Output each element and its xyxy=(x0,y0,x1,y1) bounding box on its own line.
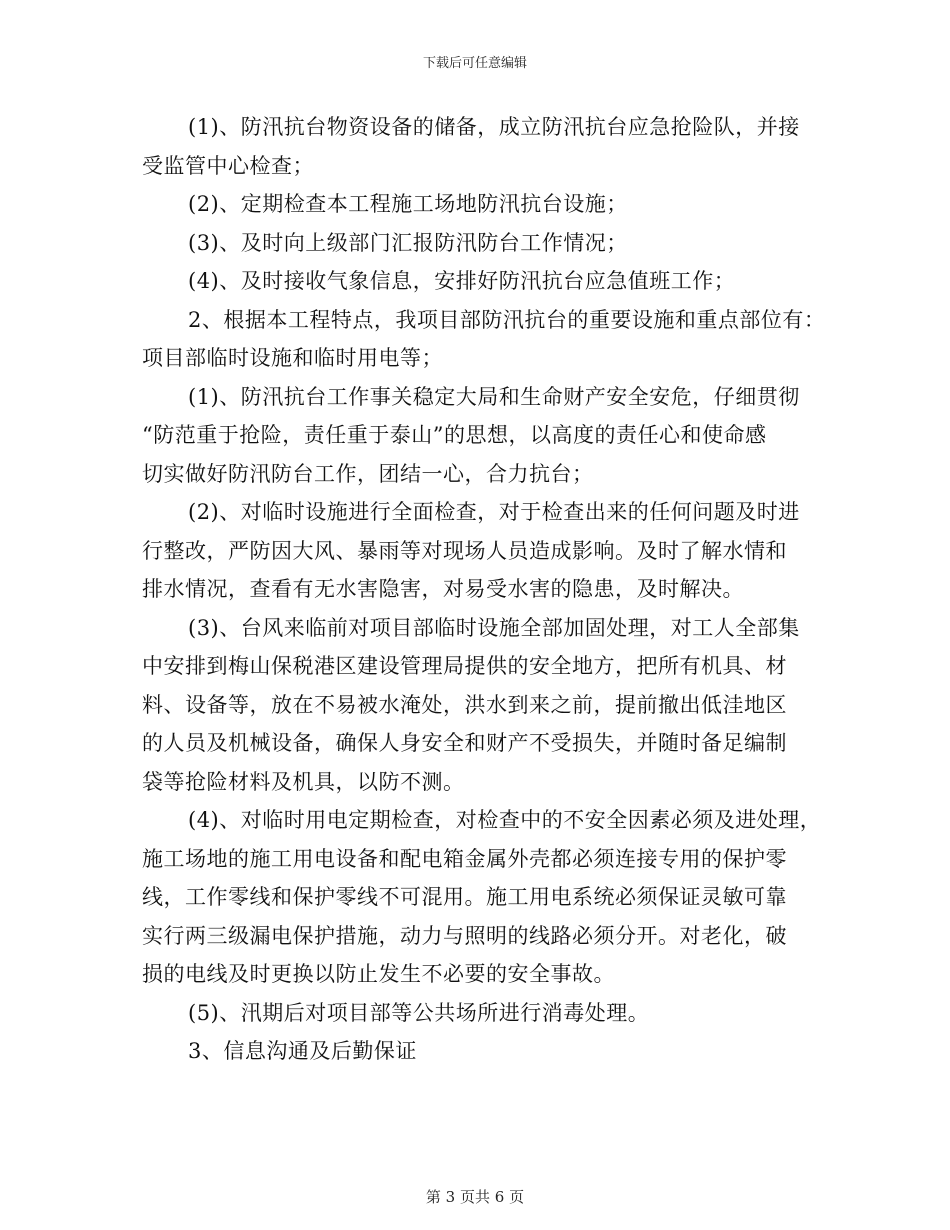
text-line: (4)、及时接收气象信息，安排好防汛抗台应急值班工作； xyxy=(188,269,736,293)
page-header: 下载后可任意编辑 xyxy=(422,56,527,71)
text-line: 损的电线及时更换以防止发生不必要的安全事故。 xyxy=(142,962,615,986)
text-line: (1)、防汛抗台工作事关稳定大局和生命财产安全安危，仔细贯彻 xyxy=(188,384,800,409)
text-line: 项目部临时设施和临时用电等； xyxy=(142,346,443,370)
text-line: 的人员及机械设备，确保人身安全和财产不受损失，并随时备足编制 xyxy=(142,731,787,755)
text-line: (5)、汛期后对项目部等公共场所进行消毒处理。 xyxy=(188,1000,650,1025)
text-line: “防范重于抢险，责任重于泰山”的思想，以高度的责任心和使命感 xyxy=(142,423,767,447)
text-line: 受监管中心检查； xyxy=(142,153,314,178)
text-line: 袋等抢险材料及机具，以防不测。 xyxy=(142,769,465,794)
text-line: 行整改，严防因大风、暴雨等对现场人员造成影响。及时了解水情和 xyxy=(142,538,787,563)
document-body xyxy=(140,108,830,1071)
text-line: (4)、对临时用电定期检查，对检查中的不安全因素必须及进处理， xyxy=(188,808,822,832)
text-line: (2)、对临时设施进行全面检查，对于检查出来的任何问题及时进 xyxy=(188,500,800,524)
text-line: (2)、定期检查本工程施工场地防汛抗台设施； xyxy=(188,192,628,216)
text-line: (1)、防汛抗台物资设备的储备，成立防汛抗台应急抢险队，并接 xyxy=(188,115,800,139)
text-line: (3)、及时向上级部门汇报防汛防台工作情况； xyxy=(188,230,628,255)
page-footer: 第 3 页共 6 页 xyxy=(425,1188,525,1206)
text-line: 施工场地的施工用电设备和配电箱金属外壳都必须连接专用的保护零 xyxy=(142,846,787,871)
text-line: (3)、台风来临前对项目部临时设施全部加固处理，对工人全部集 xyxy=(188,615,800,640)
text-line: 排水情况，查看有无水害隐害，对易受水害的隐患，及时解决。 xyxy=(142,577,744,601)
text-line: 中安排到梅山保税港区建设管理局提供的安全地方，把所有机具、材 xyxy=(142,654,787,678)
text-line: 3、信息沟通及后勤保证 xyxy=(188,1039,417,1063)
text-line: 实行两三级漏电保护措施，动力与照明的线路必须分开。对老化，破 xyxy=(142,923,787,948)
text-line: 2、根据本工程特点，我项目部防汛抗台的重要设施和重点部位有： xyxy=(188,307,826,332)
text-line: 料、设备等，放在不易被水淹处，洪水到来之前，提前撤出低洼地区 xyxy=(142,692,787,717)
text-line: 切实做好防汛防台工作，团结一心，合力抗台； xyxy=(142,461,594,486)
text-line: 线，工作零线和保护零线不可混用。施工用电系统必须保证灵敏可靠 xyxy=(142,885,787,909)
